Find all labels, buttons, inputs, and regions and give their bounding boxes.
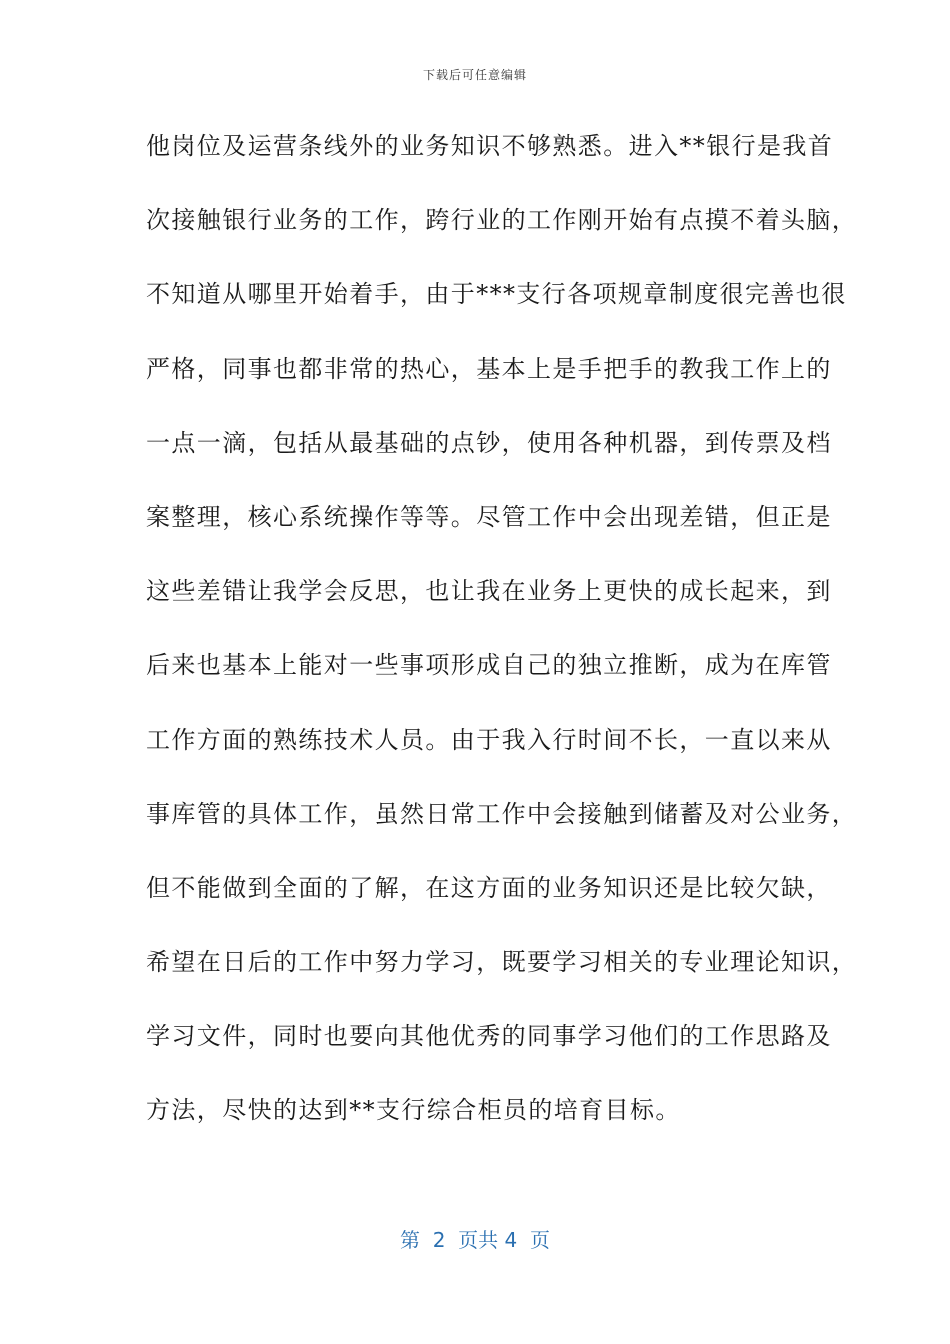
body-line-11: 但不能做到全面的了解，在这方面的业务知识还是比较欠缺， xyxy=(146,873,832,902)
body-line-9: 工作方面的熟练技术人员。由于我入行时间不长，一直以来从 xyxy=(146,725,832,754)
body-line-6: 案整理，核心系统操作等等。尽管工作中会出现差错，但正是 xyxy=(146,502,832,531)
body-line-3: 不知道从哪里开始着手，由于***支行各项规章制度很完善也很 xyxy=(146,280,847,309)
body-line-13: 学习文件，同时也要向其他优秀的同事学习他们的工作思路及 xyxy=(146,1022,832,1051)
page-number-footer: 第 2 页共 4 页 xyxy=(400,1228,550,1252)
body-line-4: 严格，同事也都非常的热心，基本上是手把手的教我工作上的 xyxy=(146,354,832,383)
page-header: 下载后可任意编辑 xyxy=(422,68,527,82)
body-line-12: 希望在日后的工作中努力学习，既要学习相关的专业理论知识， xyxy=(146,948,858,977)
body-line-7: 这些差错让我学会反思，也让我在业务上更快的成长起来，到 xyxy=(146,577,832,606)
body-line-5: 一点一滴，包括从最基础的点钞，使用各种机器，到传票及档 xyxy=(146,428,832,457)
document-body xyxy=(146,126,858,1165)
body-line-8: 后来也基本上能对一些事项形成自己的独立推断，成为在库管 xyxy=(146,651,832,680)
body-line-2: 次接触银行业务的工作，跨行业的工作刚开始有点摸不着头脑， xyxy=(146,206,858,235)
body-line-10: 事库管的具体工作，虽然日常工作中会接触到储蓄及对公业务， xyxy=(146,799,858,828)
body-line-14: 方法，尽快的达到**支行综合柜员的培育目标。 xyxy=(146,1096,681,1125)
body-line-1: 他岗位及运营条线外的业务知识不够熟悉。进入**银行是我首 xyxy=(146,132,834,160)
